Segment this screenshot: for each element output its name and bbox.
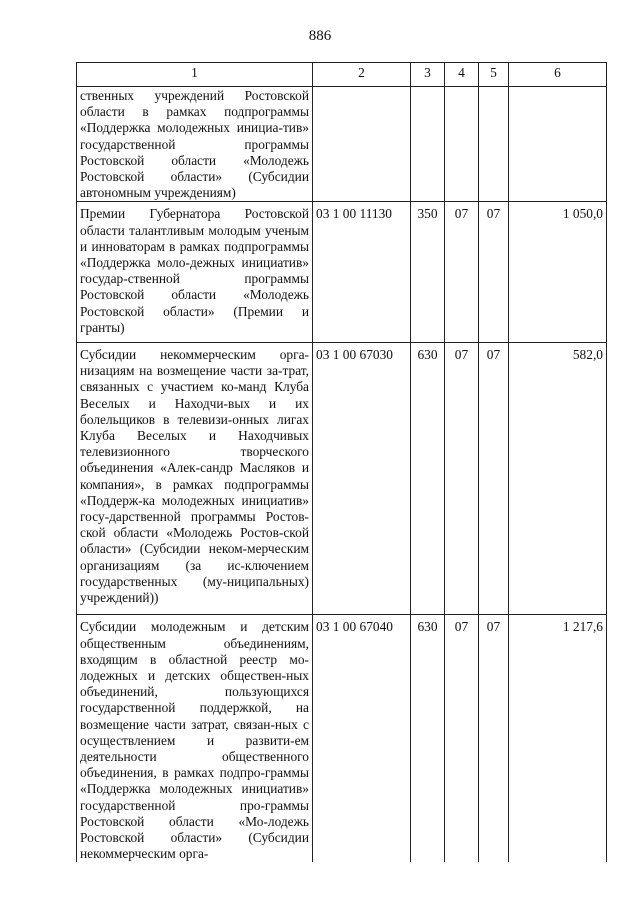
- column-header-rz: 4: [445, 63, 479, 87]
- table-row: [77, 343, 607, 615]
- column-header-code: 2: [313, 63, 411, 87]
- row-code: 03 1 00 67030: [313, 343, 411, 615]
- row-rz: 07: [445, 343, 479, 615]
- row-rz: [445, 87, 479, 202]
- page-number: 886: [308, 28, 332, 44]
- row-vr: 630: [411, 343, 445, 615]
- column-header-amount: 6: [509, 63, 607, 87]
- column-header-vr: 3: [411, 63, 445, 87]
- table-header-row: [77, 63, 607, 87]
- row-rz: 07: [445, 615, 479, 863]
- row-description: Субсидии молодежным и детским общественным объединениям, входящим в областной реестр мо-лодежных и детских обществен-ных объединений, пользующихся государственной поддержкой, на возмещение части затрат, связан-ных с осуществлением и развити-ем деятельности общественного объединения, в рамках подпро-граммы «Поддержка молодежных инициатив» государственной про-граммы Ростовской области «Мо-лодежь Ростовской области» (Субсидии некоммерческим орга-: [77, 615, 313, 863]
- row-code: 03 1 00 67040: [313, 615, 411, 863]
- row-rz: 07: [445, 202, 479, 343]
- row-vr: 630: [411, 615, 445, 863]
- budget-table: [76, 62, 607, 862]
- row-pr: 07: [479, 202, 509, 343]
- table-row: [77, 87, 607, 202]
- table-row: [77, 615, 607, 863]
- row-vr: [411, 87, 445, 202]
- row-amount: 582,0: [509, 343, 607, 615]
- row-amount: [509, 87, 607, 202]
- row-amount: 1 217,6: [509, 615, 607, 863]
- column-header-description: 1: [77, 63, 313, 87]
- row-description: Субсидии некоммерческим орга-низациям на возмещение части за-трат, связанных с участием ко-манд Клуба Веселых и Находчи-вых и их болельщиков в телевизи-онных лигах Клуба Веселых и Находчивых телевизионного творческого объединения «Алек-сандр Масляков и компания», в рамках подпрограммы «Поддерж-ка молодежных инициатив» госу-дарственной программы Ростов-ской области «Молодежь Ростов-ской области» (Субсидии неком-мерческим организациям (за ис-ключением государственных (му-ниципальных) учреждений)): [77, 343, 313, 615]
- row-pr: [479, 87, 509, 202]
- row-amount: 1 050,0: [509, 202, 607, 343]
- column-header-pr: 5: [479, 63, 509, 87]
- row-vr: 350: [411, 202, 445, 343]
- table-row: [77, 202, 607, 343]
- row-pr: 07: [479, 615, 509, 863]
- row-description: Премии Губернатора Ростовской области талантливым молодым ученым и инноваторам в рамках подпрограммы «Поддержка моло-дежных инициатив» государ-ственной программы Ростовской области «Молодежь Ростовской области» (Премии и гранты): [77, 202, 313, 343]
- row-description: ственных учреждений Ростовской области в рамках подпрограммы «Поддержка молодежных инициа-тив» государственной программы Ростовской области «Молодежь Ростовской области» (Субсидии автономным учреждениям): [77, 87, 313, 202]
- row-code: 03 1 00 11130: [313, 202, 411, 343]
- row-pr: 07: [479, 343, 509, 615]
- row-code: [313, 87, 411, 202]
